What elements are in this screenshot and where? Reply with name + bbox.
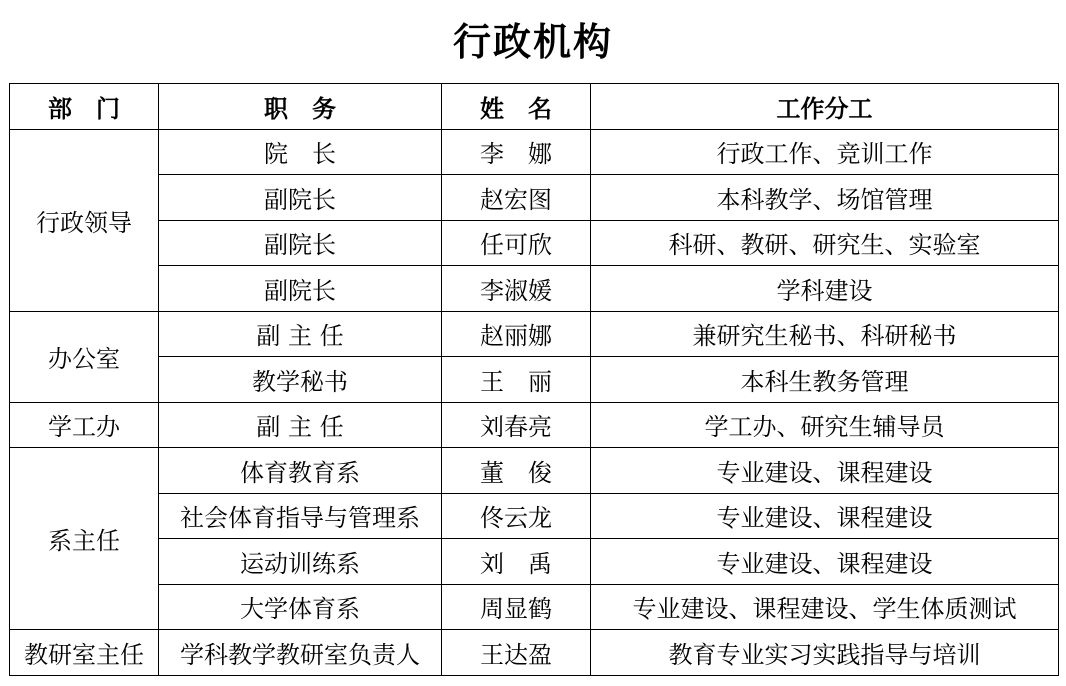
page-title: 行政机构 [452, 20, 613, 64]
name-cell: 王达盈 [442, 630, 591, 676]
header-position: 职 务 [159, 84, 442, 130]
name-cell: 任可欣 [442, 220, 591, 266]
duty-cell: 专业建设、课程建设 [591, 539, 1059, 585]
header-duty: 工作分工 [591, 84, 1059, 130]
position-cell: 副院长 [159, 175, 442, 221]
duty-cell: 行政工作、竞训工作 [591, 129, 1059, 175]
table-row [10, 311, 1059, 357]
duty-cell: 专业建设、课程建设 [591, 493, 1059, 539]
duty-cell: 兼研究生秘书、科研秘书 [591, 311, 1059, 357]
name-cell: 李 娜 [442, 129, 591, 175]
dept-cell: 行政领导 [10, 129, 159, 311]
table-row [10, 129, 1059, 175]
duty-cell: 学工办、研究生辅导员 [591, 402, 1059, 448]
duty-cell: 专业建设、课程建设、学生体质测试 [591, 584, 1059, 630]
position-cell: 副院长 [159, 266, 442, 312]
name-cell: 刘 禹 [442, 539, 591, 585]
dept-cell: 教研室主任 [10, 630, 159, 676]
duty-cell: 科研、教研、研究生、实验室 [591, 220, 1059, 266]
header-dept: 部 门 [10, 84, 159, 130]
dept-cell: 办公室 [10, 311, 159, 402]
position-cell: 社会体育指导与管理系 [159, 493, 442, 539]
position-cell: 副院长 [159, 220, 442, 266]
position-cell: 大学体育系 [159, 584, 442, 630]
table-row [10, 630, 1059, 676]
table-row [10, 493, 1059, 539]
position-cell: 体育教育系 [159, 448, 442, 494]
table-row [10, 448, 1059, 494]
duty-cell: 学科建设 [591, 266, 1059, 312]
position-cell: 运动训练系 [159, 539, 442, 585]
name-cell: 赵丽娜 [442, 311, 591, 357]
name-cell: 董 俊 [442, 448, 591, 494]
duty-cell: 专业建设、课程建设 [591, 448, 1059, 494]
table-body [10, 129, 1059, 675]
header-name: 姓 名 [442, 84, 591, 130]
dept-cell: 学工办 [10, 402, 159, 448]
position-cell: 副 主 任 [159, 402, 442, 448]
duty-cell: 本科教学、场馆管理 [591, 175, 1059, 221]
table-row [10, 584, 1059, 630]
table-row [10, 175, 1059, 221]
table-row [10, 266, 1059, 312]
name-cell: 周显鹤 [442, 584, 591, 630]
dept-cell: 系主任 [10, 448, 159, 630]
table-row [10, 357, 1059, 403]
name-cell: 刘春亮 [442, 402, 591, 448]
duty-cell: 本科生教务管理 [591, 357, 1059, 403]
org-table [9, 83, 1059, 676]
name-cell: 赵宏图 [442, 175, 591, 221]
position-cell: 院 长 [159, 129, 442, 175]
position-cell: 教学秘书 [159, 357, 442, 403]
name-cell: 佟云龙 [442, 493, 591, 539]
table-row [10, 402, 1059, 448]
position-cell: 副 主 任 [159, 311, 442, 357]
header-row [10, 84, 1059, 130]
name-cell: 王 丽 [442, 357, 591, 403]
position-cell: 学科教学教研室负责人 [159, 630, 442, 676]
table-row [10, 539, 1059, 585]
table-row [10, 220, 1059, 266]
duty-cell: 教育专业实习实践指导与培训 [591, 630, 1059, 676]
name-cell: 李淑媛 [442, 266, 591, 312]
